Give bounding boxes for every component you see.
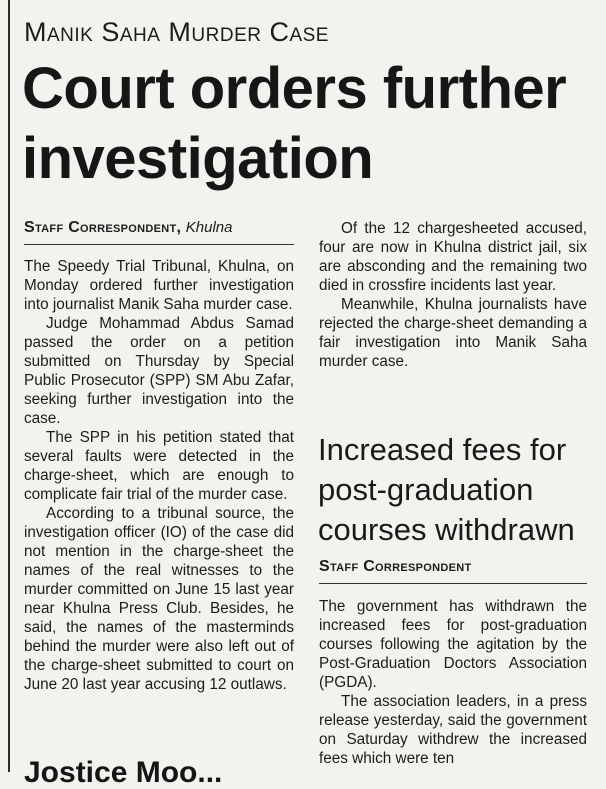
paragraph: The government has withdrawn the increased fees for post-graduation courses following the agitation by the Post-Graduation Doctors Association (PGDA). — [319, 598, 587, 691]
article2-byline: Staff Correspondent — [319, 555, 587, 584]
kicker: Manik Saha Murder Case — [24, 17, 329, 47]
byline — [24, 216, 294, 245]
headline: Court orders further investigation — [22, 56, 567, 191]
next-article-headline: Jostice Moo... — [24, 756, 223, 789]
byline-name: Staff Correspondent, — [24, 219, 182, 236]
article1-column-2 — [319, 219, 587, 371]
headline-line: Increased fees for — [318, 432, 567, 467]
column-rule — [8, 0, 10, 772]
article2-body — [319, 597, 587, 768]
paragraph: The Speedy Trial Tribunal, Khulna, on Monday ordered further investigation into journalist Manik Saha murder case. — [24, 258, 294, 313]
paragraph: The SPP in his petition stated that several faults were detected in the charge-sheet, which are enough to complicate fair trial of the murder case. — [24, 429, 294, 503]
paragraph: According to a tribunal source, the investigation officer (IO) of the case did not mention in the charge-sheet the names of the real witnesses to the murder committed on June 15 last year near Khulna Press Club. Besides, he said, the names of the masterminds behind the murder were also left out of the charge-sheet submitted to court on June 20 last year accusing 12 outlaws. — [24, 505, 294, 693]
paragraph: The association leaders, in a press release yesterday, said the government on Saturday withdrew the increased fees which were ten — [319, 693, 587, 767]
headline-line: courses withdrawn — [318, 512, 575, 547]
paragraph: Meanwhile, Khulna journalists have rejected the charge-sheet demanding a fair investigation into Manik Saha murder case. — [319, 296, 587, 370]
article1-column-1 — [24, 257, 294, 694]
article2-headline — [318, 430, 603, 550]
headline-line: post-graduation — [318, 472, 534, 507]
paragraph: Of the 12 chargesheeted accused, four are now in Khulna district jail, six are absconding and the remaining two died in crossfire incidents last year. — [319, 220, 587, 294]
paragraph: Judge Mohammad Abdus Samad passed the order on a petition submitted on Thursday by Special Public Prosecutor (SPP) SM Abu Zafar, seeking further investigation into the case. — [24, 315, 294, 427]
byline-place: Khulna — [185, 219, 233, 236]
